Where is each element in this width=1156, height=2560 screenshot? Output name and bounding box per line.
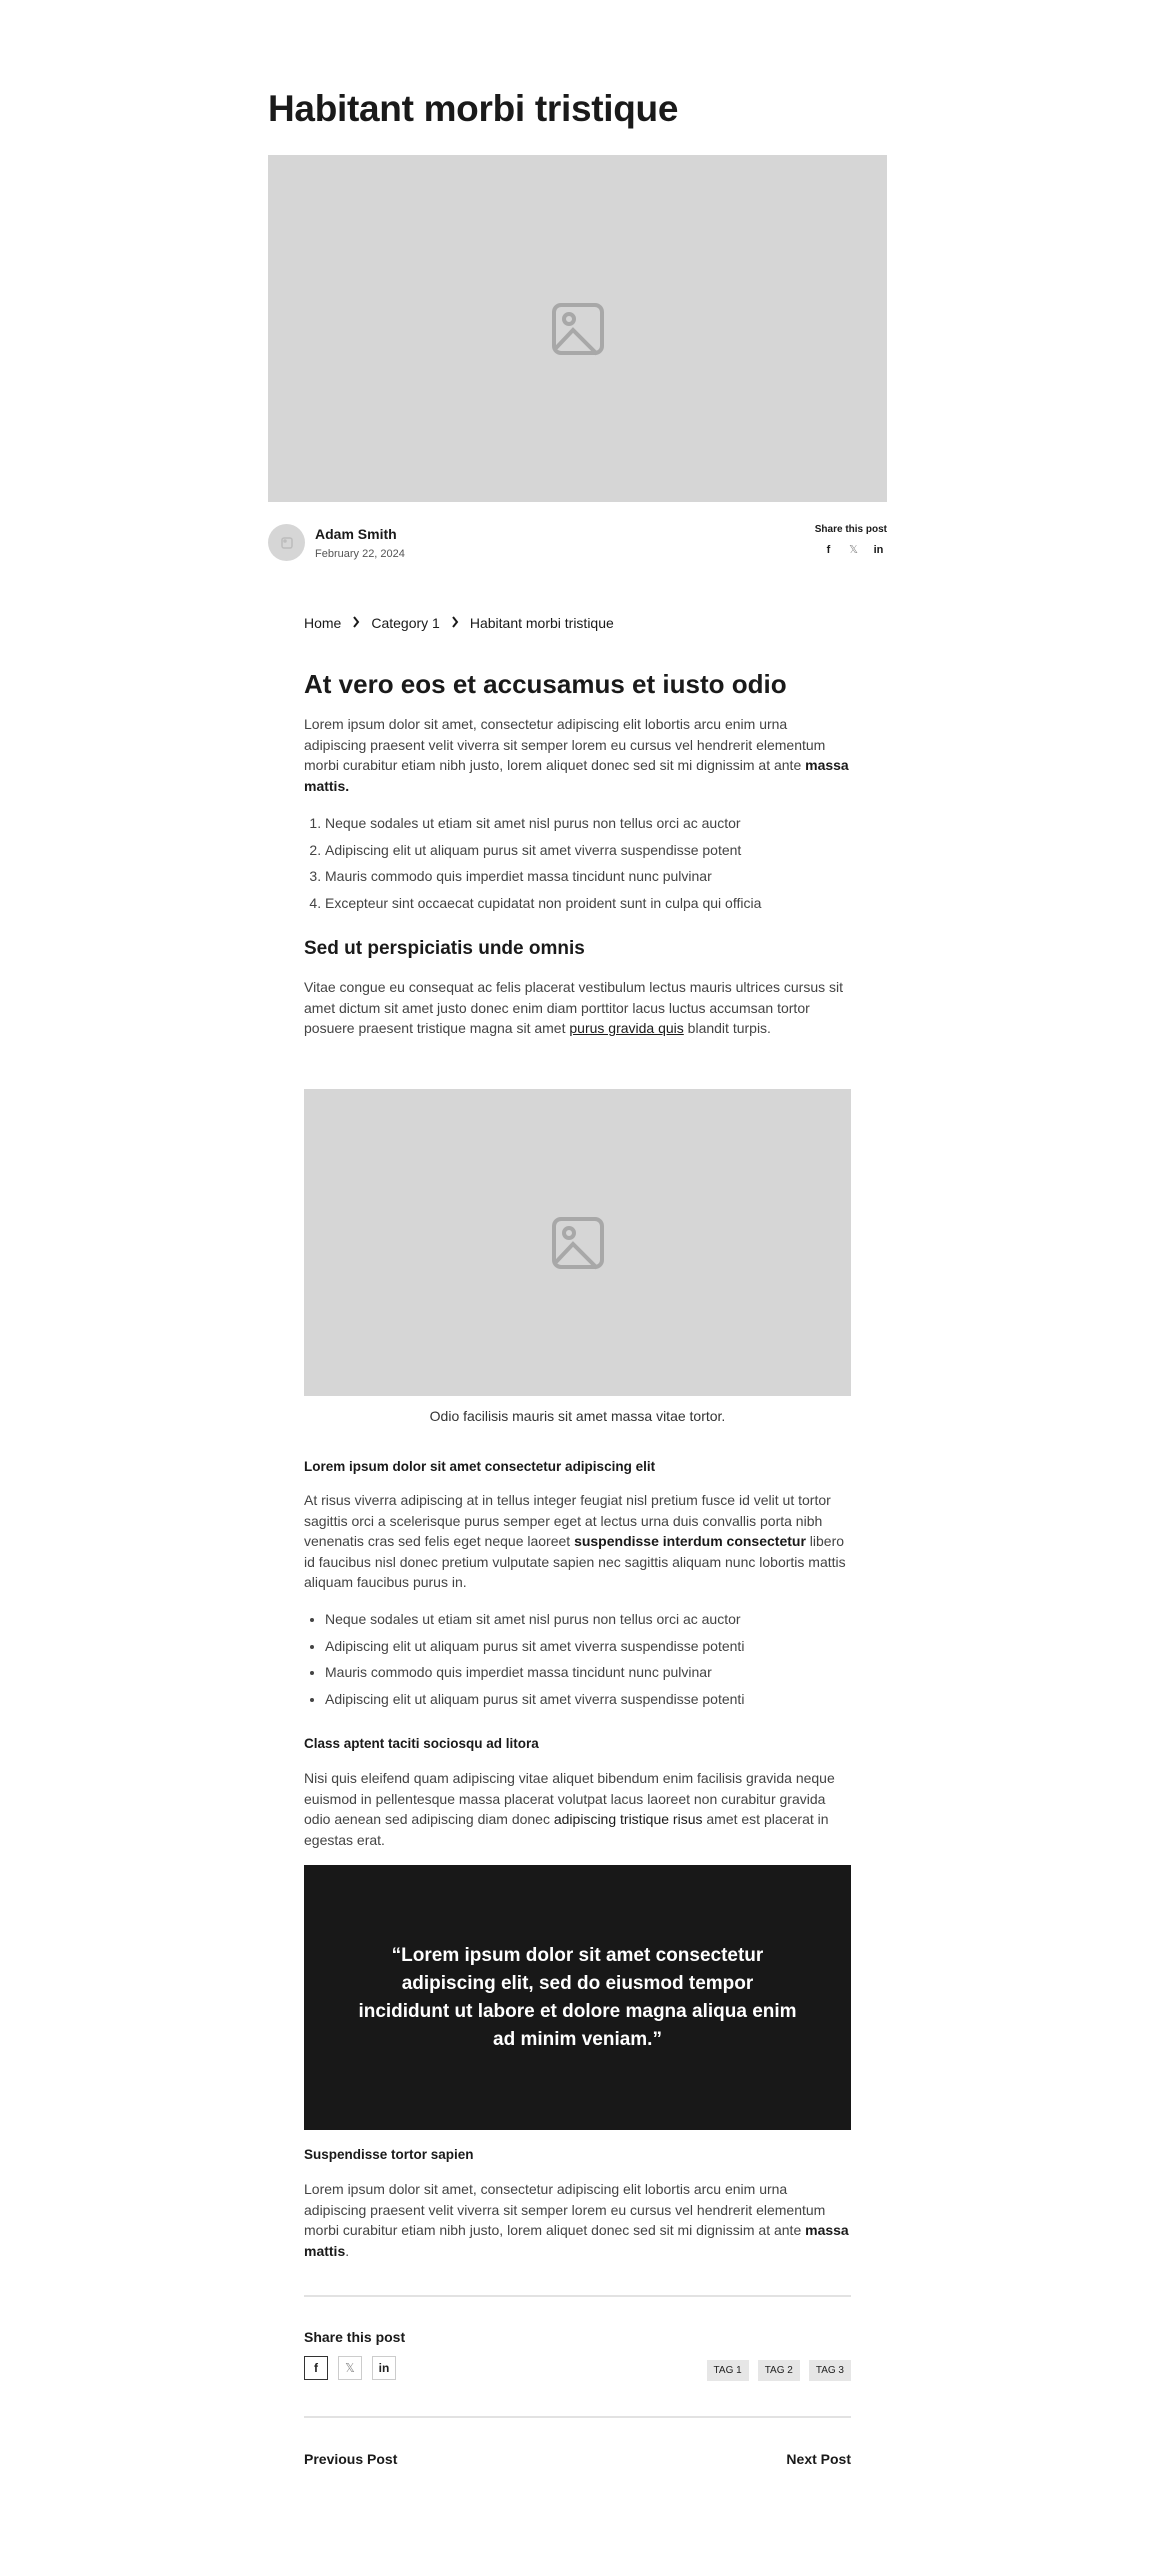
share-label: Share this post: [304, 2329, 406, 2345]
blockquote: [304, 1865, 851, 2130]
minor-heading: Class aptent taciti sociosqu ad litora: [304, 1736, 539, 1751]
paragraph: Nisi quis eleifend quam adipiscing vitae aliquet bibendum enim facilisis gravida neque euismod in pellentesque massa placerat volutpat lacus laoreet non curabitur gravida odio aenean sed adipiscing diam donec adipiscing tristique risus amet est placerat in egestas erat.: [304, 1770, 835, 1848]
chevron-right-icon: [451, 615, 459, 631]
image-caption: Odio facilisis mauris sit amet massa vitae tortor.: [429, 1408, 726, 1424]
list-item: 3. Mauris commodo quis imperdiet massa tincidunt nunc pulvinar: [325, 866, 872, 893]
minor-heading: Lorem ipsum dolor sit amet consectetur adipiscing elit: [304, 1459, 656, 1474]
paragraph: Vitae congue eu consequat ac felis placerat vestibulum lectus mauris ultrices cursus sit amet dictum sit amet justo donec enim diam porttitor lacus luctus accumsan tortor posuere praesent tristique magna sit amet purus gravida quis blandit turpis.: [304, 979, 844, 1037]
subsection-heading: Sed ut perspiciatis unde omnis: [304, 938, 585, 959]
breadcrumb-home[interactable]: Home: [304, 615, 342, 631]
quote-text: “Lorem ipsum dolor sit amet consectetur adipiscing elit, sed do eiusmod tempor incididunt ut labore et dolore magna aliqua enim ad minim veniam.”: [358, 1944, 797, 2050]
author-name: Adam Smith: [315, 525, 397, 542]
hero-image: [268, 155, 887, 502]
avatar-placeholder-icon: [281, 537, 293, 549]
post-date: February 22, 2024: [315, 547, 405, 560]
image-placeholder-icon: [551, 1216, 605, 1270]
inline-link[interactable]: purus gravida quis: [569, 1020, 684, 1037]
author-block: [268, 524, 405, 561]
share-label: Share this post: [814, 524, 887, 535]
share-bottom: [304, 2356, 396, 2380]
tag[interactable]: TAG 1: [707, 2360, 749, 2381]
x-icon[interactable]: 𝕏: [849, 544, 858, 556]
breadcrumb: [304, 615, 614, 631]
paragraph: Lorem ipsum dolor sit amet, consectetur adipiscing elit lobortis arcu enim urna adipiscing praesent velit viverra sit semper lorem eu cursus vel hendrerit elementum morbi curabitur etiam nibh justo, lorem aliquet donec sed sit mi dignissim at ante massa mattis.: [304, 2181, 849, 2259]
list-item: • Adipiscing elit ut aliquam purus sit amet viverra suspendisse potenti: [325, 1689, 872, 1716]
paragraph: At risus viverra adipiscing at in tellus integer feugiat nisl pretium fusce id velit ut tortor sagittis orci a scelerisque purus semper eget at lectus urna duis convallis porta nibh venenatis cras sed felis eget neque laoreet suspendisse interdum consectetur libero id faucibus nisl donec pretium vulputate sapien nec sagittis aliquam nunc lobortis mattis aliquam faucibus purus in.: [304, 1492, 846, 1591]
chevron-right-icon: [352, 615, 360, 631]
list-item: 4. Excepteur sint occaecat cupidatat non proident sunt in culpa qui officia: [325, 893, 872, 920]
list-item: • Adipiscing elit ut aliquam purus sit amet viverra suspendisse potenti: [325, 1636, 872, 1663]
divider: [304, 2295, 851, 2297]
minor-heading: Suspendisse tortor sapien: [304, 2147, 474, 2162]
bullet-list: [304, 1609, 872, 1716]
tag-list: [707, 2360, 851, 2381]
x-icon[interactable]: 𝕏: [338, 2356, 362, 2380]
image-placeholder-icon: [551, 302, 605, 356]
divider: [304, 2416, 851, 2418]
ordered-list: [304, 813, 872, 920]
tag[interactable]: TAG 2: [758, 2360, 800, 2381]
list-item: • Mauris commodo quis imperdiet massa tincidunt nunc pulvinar: [325, 1662, 872, 1689]
next-post-link[interactable]: Next Post: [786, 2451, 851, 2467]
list-item: • Neque sodales ut etiam sit amet nisl purus non tellus orci ac auctor: [325, 1609, 872, 1636]
linkedin-icon[interactable]: in: [873, 543, 884, 556]
post-title: Habitant morbi tristique: [268, 88, 679, 129]
list-item: 1. Neque sodales ut etiam sit amet nisl purus non tellus orci ac auctor: [325, 813, 872, 840]
facebook-icon[interactable]: f: [304, 2356, 328, 2380]
share-top: [815, 524, 887, 558]
content-image: [304, 1089, 851, 1396]
breadcrumb-category[interactable]: Category 1: [371, 615, 440, 631]
intro-paragraph: Lorem ipsum dolor sit amet, consectetur adipiscing elit lobortis arcu enim urna adipiscing praesent velit viverra sit semper lorem eu cursus vel hendrerit elementum morbi curabitur etiam nibh justo, lorem aliquet donec sed sit mi dignissim at ante massa mattis.: [304, 716, 849, 794]
breadcrumb-current: Habitant morbi tristique: [469, 615, 614, 631]
linkedin-icon[interactable]: in: [372, 2356, 396, 2380]
section-heading: At vero eos et accusamus et iusto odio: [304, 669, 787, 699]
facebook-icon[interactable]: f: [826, 543, 831, 556]
avatar: [268, 524, 305, 561]
tag[interactable]: TAG 3: [809, 2360, 851, 2381]
list-item: 2. Adipiscing elit ut aliquam purus sit amet viverra suspendisse potent: [325, 840, 872, 867]
previous-post-link[interactable]: Previous Post: [304, 2451, 398, 2467]
